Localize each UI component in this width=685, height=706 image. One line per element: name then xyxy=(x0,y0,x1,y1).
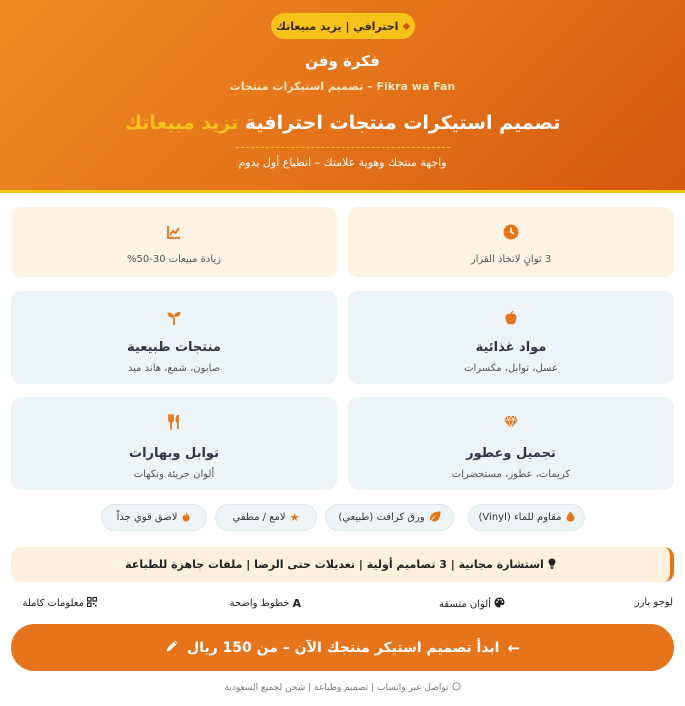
font-icon: A xyxy=(292,597,301,610)
qrcode-icon xyxy=(87,597,97,610)
feature-fonts xyxy=(230,597,301,610)
chip-kraft[interactable] xyxy=(325,504,454,531)
palette-icon xyxy=(494,597,505,611)
stat-text: 3 ثوانٍ لاتخاذ القرار xyxy=(470,254,552,265)
chip-label: ورق كرافت (طبيعي) xyxy=(338,512,425,523)
apple-icon xyxy=(348,310,674,330)
brand-subtitle: Fikra wa Fan – تصميم استيكرات منتجات xyxy=(229,80,456,93)
badge-pill xyxy=(271,13,415,39)
badge-label: احترافي | يزيد مبيعاتك xyxy=(275,19,399,33)
category-desc: صابون، شمع، هاند ميد xyxy=(127,363,221,374)
droplet-icon xyxy=(566,511,575,525)
chip-waterproof[interactable] xyxy=(468,504,585,531)
star-icon: ★ xyxy=(289,511,300,524)
page-title xyxy=(0,112,685,134)
seedling-icon xyxy=(11,310,337,330)
feature-label: ألوان متسقة xyxy=(438,598,491,610)
feature-label: خطوط واضحة xyxy=(229,598,290,609)
category-card-spices[interactable] xyxy=(11,397,337,490)
chip-label: لامع / مطفي xyxy=(232,512,286,523)
feature-label: لوجو بارز xyxy=(634,597,673,608)
chip-adhesive[interactable] xyxy=(101,504,207,531)
divider xyxy=(236,147,450,148)
whatsapp-icon xyxy=(452,682,461,694)
category-title: تجميل وعطور xyxy=(466,446,556,461)
utensils-icon xyxy=(11,414,337,434)
stat-card-sales xyxy=(11,207,337,277)
gem-icon xyxy=(348,414,674,434)
leaf-icon xyxy=(429,511,441,525)
tag-icon: ◆ xyxy=(402,20,411,32)
category-desc: عسل، توابل، مكسرات xyxy=(464,363,558,374)
arrow-left-icon: ← xyxy=(507,638,521,657)
offer-banner xyxy=(11,547,674,582)
feature-info xyxy=(23,597,98,610)
category-desc: ألوان جريئة ونكهات xyxy=(133,469,215,480)
headline-highlight: تزيد مبيعاتك xyxy=(124,112,239,134)
category-title: مواد غذائية xyxy=(475,340,547,355)
pen-icon xyxy=(165,639,179,657)
chart-line-icon xyxy=(11,224,337,244)
category-title: منتجات طبيعية xyxy=(127,340,221,355)
category-title: توابل وبهارات xyxy=(129,446,219,461)
category-card-food[interactable] xyxy=(348,291,674,384)
stat-text: زيادة مبيعات 30-50% xyxy=(127,254,221,265)
fire-icon xyxy=(181,511,191,525)
cta-label: ابدأ تصميم استيكر منتجك الآن – من 150 ريال xyxy=(186,639,500,656)
footer-text: تواصل عبر واتساب | تصميم وطباعة | شحن لجميع السعودية xyxy=(224,683,449,693)
chip-finish[interactable] xyxy=(215,504,317,531)
hero-header xyxy=(0,0,685,193)
feature-colors xyxy=(439,597,505,611)
headline-main: تصميم استيكرات منتجات احترافية xyxy=(244,112,561,134)
clock-icon xyxy=(348,224,674,244)
feature-label: معلومات كاملة xyxy=(22,598,84,609)
category-card-natural[interactable] xyxy=(11,291,337,384)
banner-text: استشارة مجانية | 3 تصاميم أولية | تعديلات حتى الرضا | ملفات جاهزة للطباعة xyxy=(125,558,544,571)
chip-label: مقاوم للماء (Vinyl) xyxy=(478,512,562,523)
chip-label: لاصق قوي جداً xyxy=(116,512,178,523)
stat-card-decision xyxy=(348,207,674,277)
start-design-button[interactable] xyxy=(11,624,674,671)
lightbulb-icon xyxy=(548,558,556,572)
category-card-beauty[interactable] xyxy=(348,397,674,490)
feature-logo xyxy=(635,597,673,608)
category-desc: كريمات، عطور، مستحضرات xyxy=(451,469,571,480)
brand-name: فكرة وفن xyxy=(305,52,380,70)
footer xyxy=(0,682,685,694)
tagline: واجهة منتجك وهوية علامتك – انطباع أول يدوم xyxy=(238,156,447,169)
